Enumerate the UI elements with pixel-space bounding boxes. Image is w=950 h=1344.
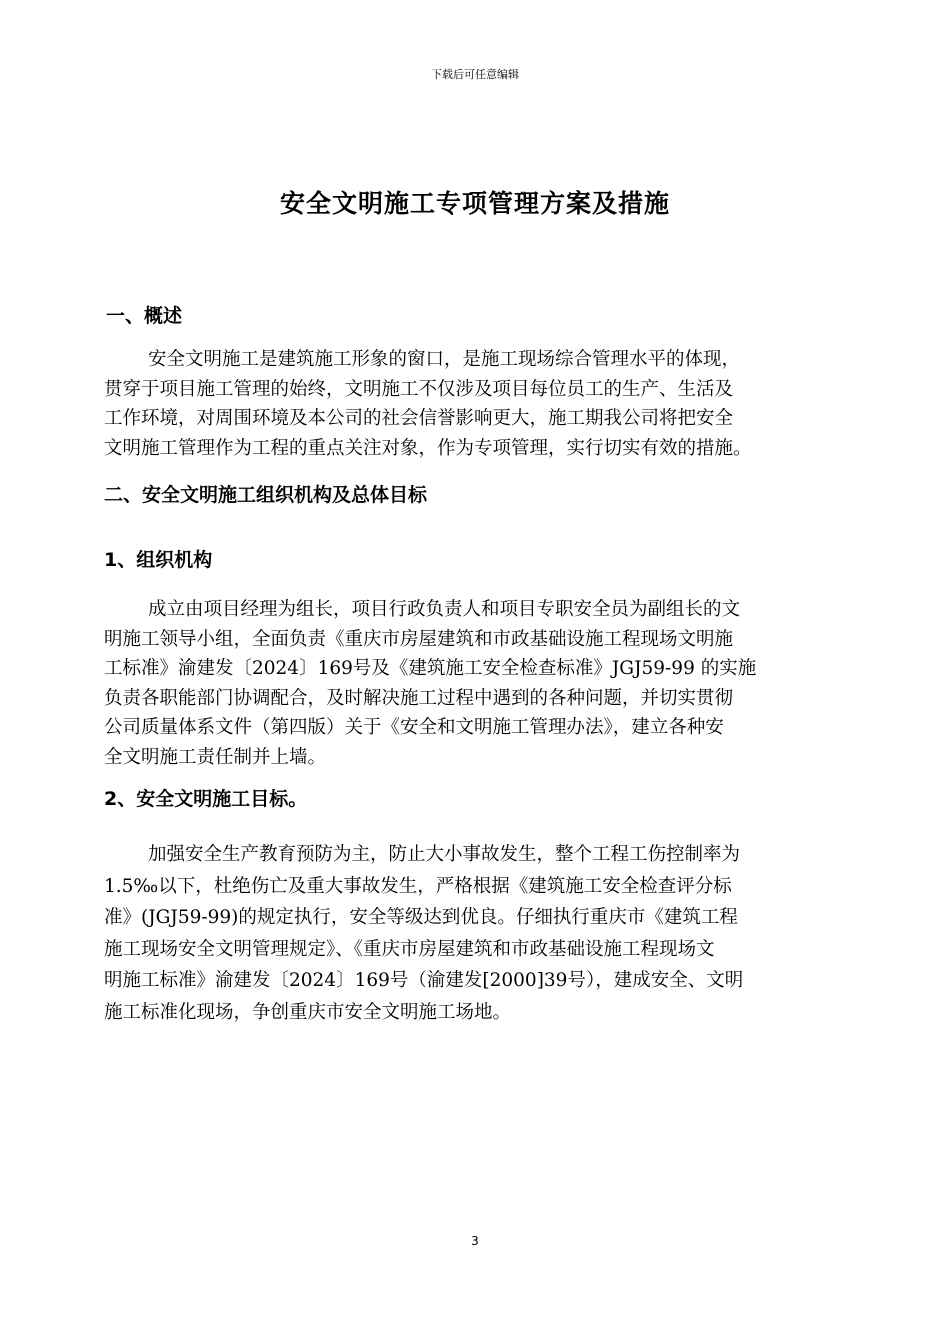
paragraph-line: 安全文明施工是建筑施工形象的窗口，是施工现场综合管理水平的体现， (148, 349, 741, 370)
subsection-heading-organization: 1、组织机构 (104, 549, 213, 571)
overview-paragraph (104, 345, 872, 463)
paragraph-line: 公司质量体系文件（第四版）关于《安全和文明施工管理办法》，建立各种安 (104, 717, 724, 738)
goals-paragraph (104, 840, 872, 1029)
paragraph-line: 工作环境，对周围环境及本公司的社会信誉影响更大，施工期我公司将把安全 (104, 408, 734, 429)
paragraph-line: 文明施工管理作为工程的重点关注对象，作为专项管理，实行切实有效的措施。 (104, 437, 752, 459)
paragraph-line: 施工标准化现场，争创重庆市安全文明施工场地。 (104, 1001, 512, 1023)
paragraph-line: 1.5‰以下，杜绝伤亡及重大事故发生，严格根据《建筑施工安全检查评分标 (104, 875, 732, 897)
paragraph-line: 准》(JGJ59-99)的规定执行，安全等级达到优良。仔细执行重庆市《建筑工程 (104, 907, 738, 928)
paragraph-line: 加强安全生产教育预防为主，防止大小事故发生，整个工程工伤控制率为 (148, 844, 741, 865)
paragraph-line: 贯穿于项目施工管理的始终，文明施工不仅涉及项目每位员工的生产、生活及 (104, 378, 734, 400)
section-heading-overview: 一、概述 (106, 305, 183, 327)
paragraph-line: 成立由项目经理为组长，项目行政负责人和项目专职安全员为副组长的文 (148, 599, 741, 620)
section-heading-organization-goals: 二、安全文明施工组织机构及总体目标 (104, 484, 428, 506)
paragraph-line: 明施工标准》渝建发〔2024〕169号（渝建发[2000]39号），建成安全、文明 (104, 970, 744, 991)
header-note: 下载后可任意编辑 (431, 68, 519, 81)
organization-paragraph (104, 595, 872, 772)
document-title: 安全文明施工专项管理方案及措施 (279, 189, 670, 218)
paragraph-line: 工标准》渝建发〔2024〕169号及《建筑施工安全检查标准》JGJ59-99 的实施 (104, 658, 757, 679)
paragraph-line: 全文明施工责任制并上墙。 (104, 746, 327, 768)
paragraph-line: 明施工领导小组，全面负责《重庆市房屋建筑和市政基础设施工程现场文明施 (104, 628, 734, 650)
page-number: 3 (471, 1234, 479, 1248)
paragraph-line: 负责各职能部门协调配合，及时解决施工过程中遇到的各种问题，并切实贯彻 (104, 687, 734, 709)
subsection-heading-goals: 2、安全文明施工目标。 (104, 788, 308, 810)
paragraph-line: 施工现场安全文明管理规定》、《重庆市房屋建筑和市政基础设施工程现场文 (104, 938, 715, 960)
